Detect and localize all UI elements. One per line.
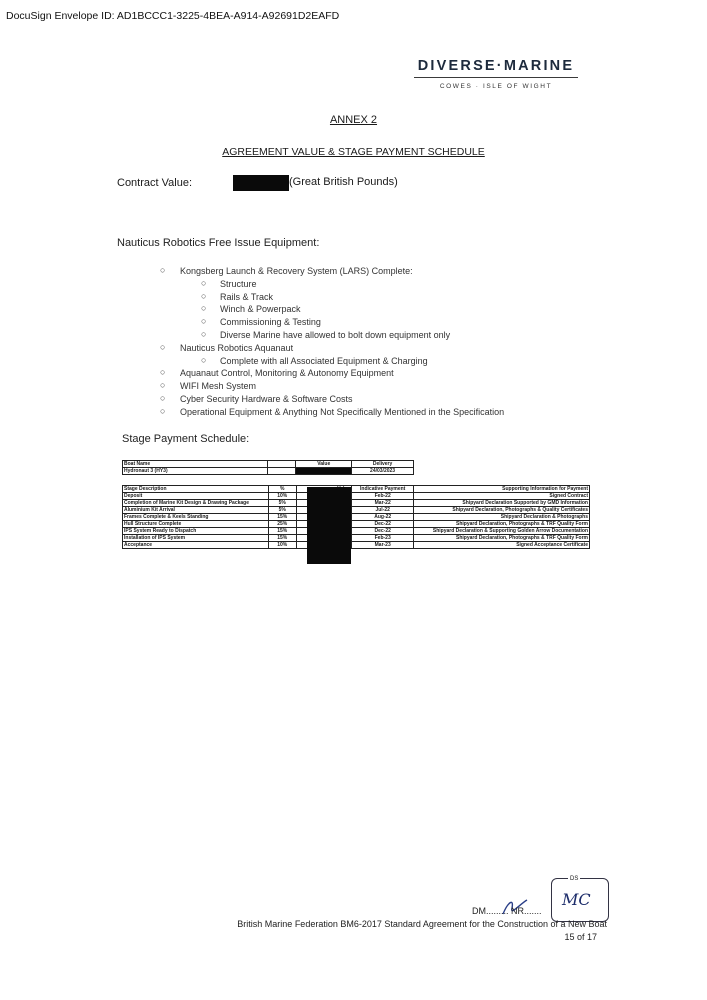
stage-info: Signed Contract — [414, 493, 590, 500]
initials-line: DM......... NR....... — [472, 906, 542, 916]
stage-date: Feb-22 — [352, 493, 414, 500]
stage-table-header — [123, 486, 590, 493]
equipment-item: WIFI Mesh System — [180, 381, 257, 391]
stage-payment-table — [122, 485, 590, 549]
stage-description: Completion of Marine Kit Design & Drawing Package — [123, 500, 269, 507]
table-row — [123, 521, 590, 528]
equipment-item: Winch & Powerpack — [220, 304, 301, 314]
bullet-icon: ○ — [160, 406, 166, 416]
logo-main-text: DIVERSE·MARINE — [417, 58, 575, 74]
stage-description: IPS System Ready to Dispatch — [123, 528, 269, 535]
stage-info: Shipyard Declaration Supported by GMD Information — [414, 500, 590, 507]
bullet-icon: ○ — [201, 316, 207, 326]
stage-info: Shipyard Declaration, Photographs & TRF Quality Form — [414, 535, 590, 542]
page-number: 15 of 17 — [564, 932, 597, 942]
stage-date: Mar-23 — [352, 542, 414, 549]
bullet-icon: ○ — [201, 291, 207, 301]
ds-label: DS — [570, 876, 579, 882]
stage-description: Acceptance — [123, 542, 269, 549]
stage-info: Shipyard Declaration, Photographs & Quality Certificates — [414, 507, 590, 514]
contract-currency: (Great British Pounds) — [289, 176, 398, 188]
boat-table — [122, 460, 414, 475]
stage-info-header: Supporting Information for Payment — [414, 486, 590, 493]
equipment-item: Nauticus Robotics Aquanaut — [180, 343, 294, 353]
bullet-icon: ○ — [201, 355, 207, 365]
stage-description: Aluminium Kit Arrival — [123, 507, 269, 514]
equipment-item: Kongsberg Launch & Recovery System (LARS) Complete: — [180, 266, 413, 276]
stage-payment-heading: Stage Payment Schedule: — [122, 433, 250, 445]
bullet-icon: ○ — [201, 329, 207, 339]
table-row — [123, 514, 590, 521]
equipment-item: Rails & Track — [220, 292, 274, 302]
logo-sub-text: COWES · ISLE OF WIGHT — [439, 83, 553, 90]
table-row — [123, 493, 590, 500]
stage-percent: 15% — [268, 514, 296, 521]
stage-description: Frames Complete & Keels Standing — [123, 514, 269, 521]
redacted-boat-value — [296, 468, 352, 475]
bullet-icon: ○ — [160, 342, 166, 352]
equipment-item: Commissioning & Testing — [220, 317, 321, 327]
table-row — [123, 528, 590, 535]
table-row — [123, 542, 590, 549]
company-logo — [414, 58, 578, 90]
table-row — [123, 507, 590, 514]
annex-title: ANNEX 2 — [329, 114, 378, 126]
schedule-title: AGREEMENT VALUE & STAGE PAYMENT SCHEDULE — [222, 146, 485, 158]
stage-description: Deposit — [123, 493, 269, 500]
envelope-id: DocuSign Envelope ID: AD1BCCC1-3225-4BEA-A914-A92691D2EAFD — [6, 10, 340, 22]
stage-date: Aug-22 — [352, 514, 414, 521]
stage-pct-header: % — [268, 486, 296, 493]
bullet-icon: ○ — [160, 367, 166, 377]
stage-date: Jul-22 — [352, 507, 414, 514]
stage-info: Shipyard Declaration, Photographs & TRF Quality Form — [414, 521, 590, 528]
equipment-item: Aquanaut Control, Monitoring & Autonomy Equipment — [180, 368, 394, 378]
stage-info: Signed Acceptance Certificate — [414, 542, 590, 549]
stage-percent: 15% — [268, 535, 296, 542]
stage-info: Shipyard Declaration & Photographs — [414, 514, 590, 521]
stage-description: Hull Structure Complete — [123, 521, 269, 528]
bullet-icon: ○ — [201, 303, 207, 313]
footer-text: British Marine Federation BM6-2017 Standard Agreement for the Construction of a New Boat — [237, 919, 607, 929]
stage-date: Dec-22 — [352, 528, 414, 535]
redacted-stage-values — [307, 487, 351, 564]
stage-date: Mar-22 — [352, 500, 414, 507]
equipment-item: Complete with all Associated Equipment & Charging — [220, 356, 428, 366]
logo-rule — [414, 77, 578, 78]
boat-table-header — [123, 461, 414, 468]
boat-name-header: Boat Name — [123, 461, 268, 468]
initials-mark: MC — [562, 890, 591, 909]
stage-date: Dec-22 — [352, 521, 414, 528]
bullet-icon: ○ — [160, 265, 166, 275]
stage-percent: 25% — [268, 521, 296, 528]
stage-desc-header: Stage Description — [123, 486, 269, 493]
table-row — [123, 500, 590, 507]
stage-percent: 15% — [268, 528, 296, 535]
bullet-icon: ○ — [201, 278, 207, 288]
boat-value-header: Value — [296, 461, 352, 468]
stage-percent: 10% — [268, 493, 296, 500]
stage-date: Feb-23 — [352, 535, 414, 542]
boat-delivery-header: Delivery — [352, 461, 414, 468]
stage-date-header: Indicative Payment — [352, 486, 414, 493]
bullet-icon: ○ — [160, 380, 166, 390]
boat-table-row — [123, 468, 414, 475]
equipment-heading: Nauticus Robotics Free Issue Equipment: — [117, 237, 320, 249]
bullet-icon: ○ — [160, 393, 166, 403]
equipment-item: Structure — [220, 279, 257, 289]
contract-value-label: Contract Value: — [117, 177, 193, 189]
equipment-item: Operational Equipment & Anything Not Specifically Mentioned in the Specification — [180, 407, 505, 417]
redacted-contract-value — [233, 175, 289, 191]
equipment-item: Cyber Security Hardware & Software Costs — [180, 394, 353, 404]
stage-description: Installation of IPS System — [123, 535, 269, 542]
stage-percent: 5% — [268, 500, 296, 507]
stage-info: Shipyard Declaration & Supporting Golden Arrow Documentation — [414, 528, 590, 535]
stage-percent: 5% — [268, 507, 296, 514]
boat-name: Hydronaut 3 (HY3) — [123, 468, 268, 475]
boat-delivery: 24/03/2023 — [352, 468, 414, 475]
equipment-item: Diverse Marine have allowed to bolt down equipment only — [220, 330, 451, 340]
table-row — [123, 535, 590, 542]
stage-percent: 10% — [268, 542, 296, 549]
